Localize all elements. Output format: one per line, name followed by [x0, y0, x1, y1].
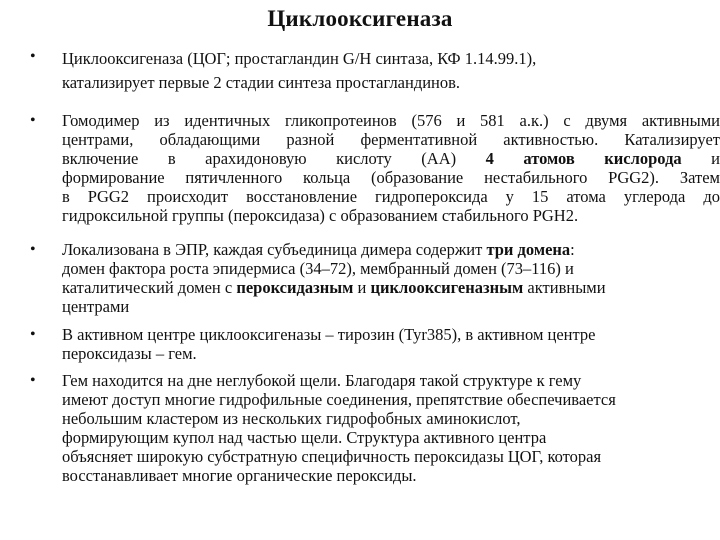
text-line: в PGG2 происходит восстановление гидропероксида у 15 атома углерода до: [62, 187, 720, 206]
list-item-text: [62, 111, 720, 225]
text-line: центрами, обладающими разной ферментативной активностью. Катализирует: [62, 130, 720, 149]
text-line: имеют доступ многие гидрофильные соединения, препятствие обеспечивается: [62, 390, 616, 409]
text-fragment: активными: [527, 278, 606, 297]
bullet-marker: •: [30, 241, 36, 258]
text-fragment: включение в арахидоновую кислоту (АА): [62, 149, 457, 168]
bold-fragment: три домена: [486, 240, 571, 259]
text-fragment: :: [570, 240, 575, 259]
text-line: [62, 278, 720, 297]
text-line: гидроксильной группы (пероксидаза) с образованием стабильного PGH2.: [62, 206, 579, 225]
slide-title: Циклооксигеназа: [267, 6, 453, 31]
bold-fragment: пероксидазным: [236, 278, 354, 297]
text-fragment: и: [711, 149, 720, 168]
list-item-text: [62, 240, 720, 316]
text-line: катализирует первые 2 стадии синтеза простагландинов.: [62, 73, 461, 92]
list-item-text: [62, 371, 720, 485]
text-line: формирующим купол над частью щели. Структура активного центра: [62, 428, 547, 447]
text-line: Циклооксигеназа (ЦОГ; простагландин G/H синтаза, КФ 1.14.99.1),: [62, 49, 537, 68]
bullet-marker: •: [30, 48, 36, 65]
text-line: [62, 240, 720, 259]
bold-fragment: 4 атомов кислорода: [485, 149, 682, 168]
text-line: восстанавливает многие органические пероксиды.: [62, 466, 417, 485]
text-line: Гем находится на дне неглубокой щели. Благодаря такой структуре к гему: [62, 371, 582, 390]
text-line: объясняет широкую субстратную специфичность пероксидазы ЦОГ, которая: [62, 447, 602, 466]
text-line: небольшим кластером из нескольких гидрофобных аминокислот,: [62, 409, 521, 428]
list-item-text: [62, 47, 720, 95]
text-fragment: и: [357, 278, 367, 297]
text-line: формирование пятичленного кольца (образование нестабильного PGG2). Затем: [62, 168, 720, 187]
bullet-marker: •: [30, 372, 36, 389]
text-fragment: каталитический домен с: [62, 278, 233, 297]
text-line: центрами: [62, 297, 130, 316]
text-line: [62, 149, 720, 168]
text-line: домен фактора роста эпидермиса (34–72), мембранный домен (73–116) и: [62, 259, 574, 278]
list-item-text: [62, 325, 720, 363]
text-fragment: Локализована в ЭПР, каждая субъединица димера содержит: [62, 240, 483, 259]
bold-fragment: циклооксигеназным: [370, 278, 524, 297]
text-line: пероксидазы – гем.: [62, 344, 197, 363]
text-line: В активном центре циклооксигеназы – тирозин (Tyr385), в активном центре: [62, 325, 596, 344]
bullet-marker: •: [30, 326, 36, 343]
bullet-marker: •: [30, 112, 36, 129]
text-line: Гомодимер из идентичных гликопротеинов (576 и 581 а.к.) с двумя активными: [62, 111, 720, 130]
